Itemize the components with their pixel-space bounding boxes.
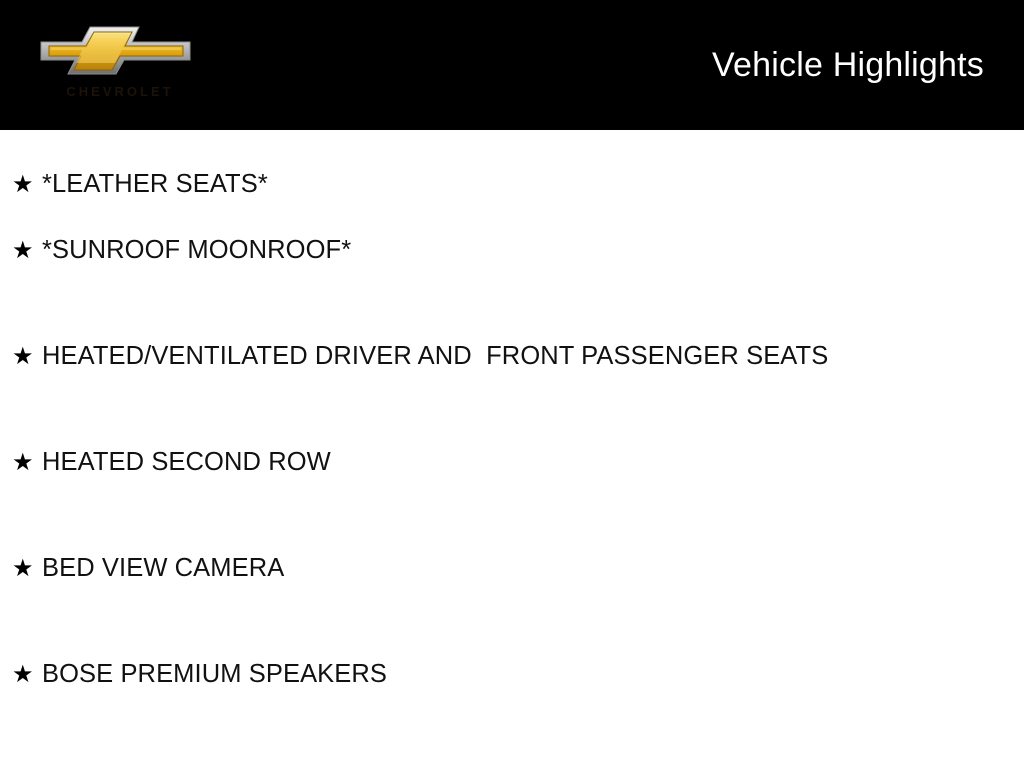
chevrolet-wordmark: CHEVROLET — [66, 84, 174, 99]
list-item — [0, 236, 1024, 342]
list-item — [0, 448, 1024, 554]
star-icon: ★ — [12, 661, 34, 688]
star-icon: ★ — [12, 555, 34, 582]
page-title: Vehicle Highlights — [712, 46, 984, 84]
chevrolet-logo — [38, 22, 198, 112]
highlights-list — [0, 130, 1024, 766]
chevrolet-bowtie-icon — [38, 22, 193, 78]
star-icon: ★ — [12, 449, 34, 476]
highlight-text: *LEATHER SEATS* — [42, 170, 268, 198]
page-header — [0, 0, 1024, 130]
list-item — [0, 660, 1024, 766]
star-icon: ★ — [12, 237, 34, 264]
list-item — [0, 342, 1024, 448]
star-icon: ★ — [12, 171, 34, 198]
list-item — [0, 554, 1024, 660]
highlight-text: BED VIEW CAMERA — [42, 554, 285, 582]
highlight-text: *SUNROOF MOONROOF* — [42, 236, 352, 264]
highlight-text: HEATED SECOND ROW — [42, 448, 331, 476]
highlight-text: HEATED/VENTILATED DRIVER AND FRONT PASSENGER SEATS — [42, 342, 829, 370]
star-icon: ★ — [12, 343, 34, 370]
highlight-text: BOSE PREMIUM SPEAKERS — [42, 660, 388, 688]
list-item — [0, 130, 1024, 236]
